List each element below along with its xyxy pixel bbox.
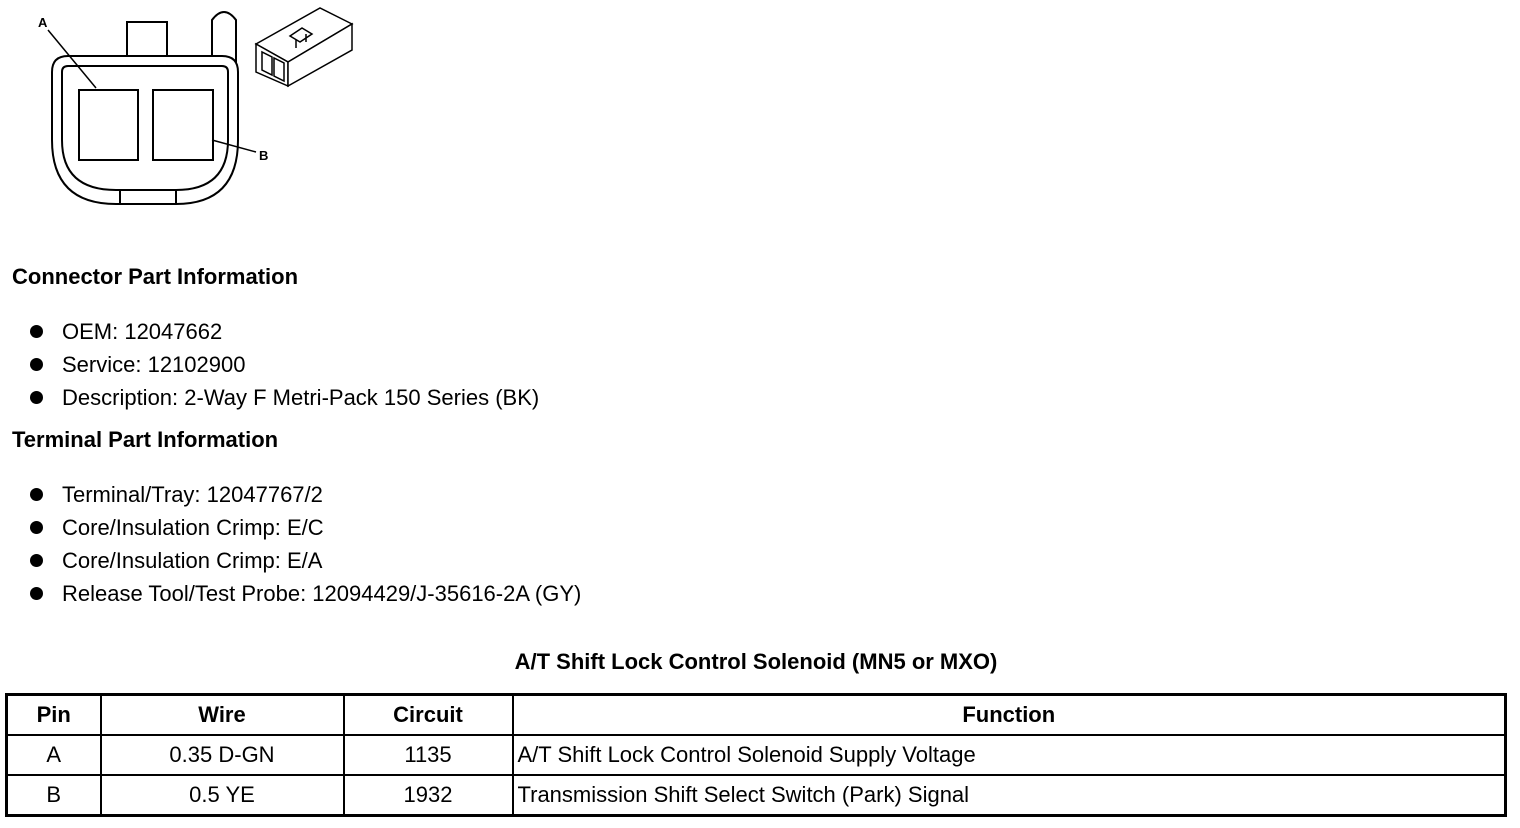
list-item: Release Tool/Test Probe: 12094429/J-35616-2A (GY) <box>30 579 581 612</box>
header-circuit: Circuit <box>344 695 513 736</box>
table-row <box>7 735 1506 775</box>
cell-wire: 0.5 YE <box>101 775 344 816</box>
pin-table <box>5 693 1507 817</box>
callout-b: B <box>259 148 269 163</box>
list-item: Description: 2-Way F Metri-Pack 150 Series (BK) <box>30 383 539 416</box>
connector-info-heading: Connector Part Information <box>12 264 299 289</box>
list-item: Core/Insulation Crimp: E/C <box>30 513 581 546</box>
cell-pin: B <box>7 775 101 816</box>
connector-latch <box>127 22 167 56</box>
table-header-row <box>7 695 1506 736</box>
table-row <box>7 775 1506 816</box>
cell-pin: A <box>7 735 101 775</box>
cell-function: Transmission Shift Select Switch (Park) Signal <box>513 775 1506 816</box>
connector-diagram <box>0 0 380 215</box>
callout-a: A <box>38 15 48 30</box>
table-title: A/T Shift Lock Control Solenoid (MN5 or MXO) <box>514 649 998 674</box>
list-item: Core/Insulation Crimp: E/A <box>30 546 581 579</box>
header-wire: Wire <box>101 695 344 736</box>
connector-iso-view <box>256 8 352 86</box>
header-function: Function <box>513 695 1506 736</box>
cell-circuit: 1932 <box>344 775 513 816</box>
list-item: OEM: 12047662 <box>30 317 539 350</box>
cell-circuit: 1135 <box>344 735 513 775</box>
terminal-info-list <box>30 480 581 612</box>
terminal-info-heading: Terminal Part Information <box>12 427 279 452</box>
list-item: Service: 12102900 <box>30 350 539 383</box>
list-item: Terminal/Tray: 12047767/2 <box>30 480 581 513</box>
cell-function: A/T Shift Lock Control Solenoid Supply Voltage <box>513 735 1506 775</box>
cell-wire: 0.35 D-GN <box>101 735 344 775</box>
connector-info-list <box>30 317 539 416</box>
header-pin: Pin <box>7 695 101 736</box>
